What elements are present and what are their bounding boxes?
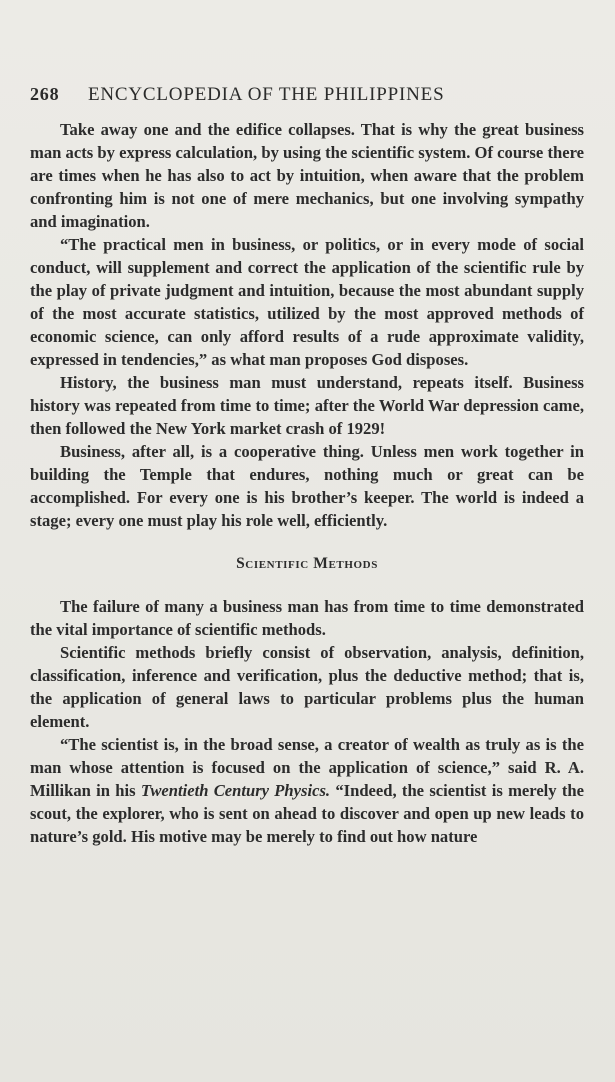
body-text: [30, 118, 584, 848]
paragraph: “The practical men in business, or politics, or in every mode of social conduct, will supplement and correct the application of the scientific rule by the play of private judgment and intuition, because the most abundant supply of the most accurate statistics, utilized by the most approved methods of economic science, can only afford results of a rude approximate validity, expressed in tendencies,” as what man proposes God disposes.: [30, 235, 584, 369]
paragraph: Take away one and the edifice collapses. That is why the great business man acts by express calculation, by using the scientific system. Of course there are times when he has also to act by intuition, when aware that the problem confronting him is not one of mere mechanics, but one involving sympathy and imagination.: [30, 120, 584, 231]
paragraph: History, the business man must understand, repeats itself. Business history was repeated from time to time; after the World War depression came, then followed the New York market crash of 1929!: [30, 373, 584, 438]
book-title: ENCYCLOPEDIA OF THE PHILIPPINES: [88, 84, 445, 105]
running-head: [30, 84, 590, 106]
book-title-reference: Twentieth Century Physics.: [140, 781, 331, 800]
section-heading: [30, 552, 584, 575]
section-heading-text: Scientific Methods: [236, 555, 378, 572]
paragraph-text-after-title: “Indeed, the scientist is merely the scout, the explorer, who is sent on ahead to discover and open up new leads to nature’s gold. His motive may be merely to find out how nature: [30, 781, 584, 846]
paragraph: The failure of many a business man has from time to time demonstrated the vital importance of scientific methods.: [30, 597, 584, 639]
page-number: 268: [30, 84, 60, 104]
paragraph: Business, after all, is a cooperative thing. Unless men work together in building the Temple that endures, nothing much or great can be accomplished. For every one is his brother’s keeper. The world is indeed a stage; every one must play his role well, efficiently.: [30, 442, 584, 530]
paragraph-text-before-title: “The scientist is, in the broad sense, a creator of wealth as truly as is the man whose attention is focused on the application of science,” said R. A. Millikan in his: [30, 735, 584, 800]
paragraph-final: [30, 733, 584, 848]
paragraph: Scientific methods briefly consist of observation, analysis, definition, classification, inference and verification, plus the deductive method; that is, the application of general laws to particular problems plus the human element.: [30, 643, 584, 731]
